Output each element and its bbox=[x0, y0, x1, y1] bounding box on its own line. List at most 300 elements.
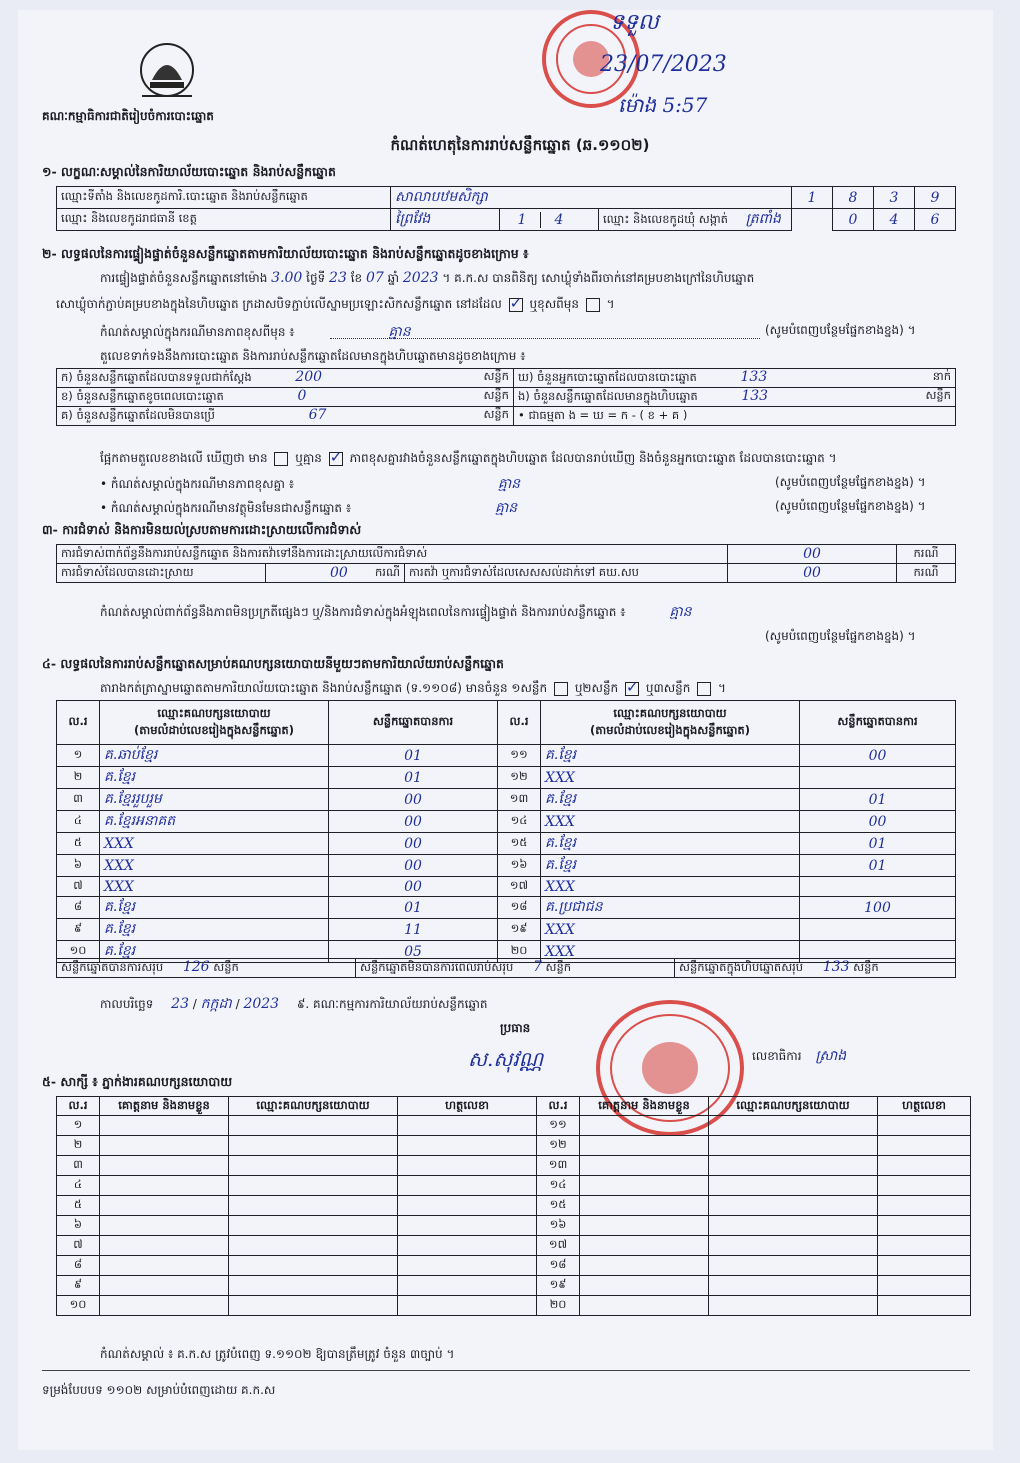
left-row-party: XXX bbox=[100, 833, 329, 855]
ko-label: គ) ចំនួនសន្លឹកឆ្នោតដែលមិនបានប្រើ bbox=[61, 408, 215, 422]
s1-row2-value2: ត្រពាំង bbox=[745, 211, 781, 227]
witness-field[interactable] bbox=[709, 1276, 878, 1296]
s1-row2-code-1: 1 bbox=[504, 212, 541, 228]
section4-heading: ៤- លទ្ធផលនៃការរាប់សន្លឹកឆ្នោតសម្រាប់គណបក្សនយោបាយនីមួយៗតាមការិយាល័យរាប់សន្លឹកឆ្នោត bbox=[42, 656, 504, 671]
witness-field[interactable] bbox=[580, 1136, 709, 1156]
s2-note2 bbox=[100, 474, 520, 495]
witness-field[interactable] bbox=[229, 1136, 398, 1156]
total-invalid-value: 7 bbox=[532, 959, 542, 975]
witness-field[interactable] bbox=[878, 1136, 971, 1156]
witness-field[interactable] bbox=[398, 1276, 537, 1296]
s1-row2-code2-1: 0 bbox=[833, 209, 874, 231]
results-totals bbox=[56, 958, 956, 978]
witness-field[interactable] bbox=[709, 1156, 878, 1176]
section1-table bbox=[56, 186, 956, 231]
footer-form-note: ទម្រង់បែបបទ ១១០២ សម្រាប់បំពេញដោយ គ.ក.ស bbox=[42, 1383, 276, 1397]
s1-row1-value: សាលាបឋមសិក្សា bbox=[391, 187, 792, 209]
s3-note-label: កំណត់សម្គាល់ពាក់ព័ន្ធនឹងភាពមិនប្រក្រតីផ្សេងៗ ឬ/និងការជំទាស់ក្នុងអំឡុងពេលនៃការផ្ទៀងផ្ទាត់ និងការរាប់សន្លឹកឆ្នោត ៖ bbox=[100, 605, 626, 619]
s1-row2-value: ព្រៃវែង bbox=[391, 209, 500, 231]
total-box-unit: សន្លឹក bbox=[853, 960, 879, 974]
left-row-party: គ.ខ្មែររួបរួម bbox=[100, 789, 329, 811]
s3-row1-label: ការជំទាស់ពាក់ព័ន្ធនឹងការរាប់សន្លឹកឆ្នោត និងការតវ៉ាទៅនឹងការដោះស្រាយលើការជំទាស់ bbox=[57, 545, 728, 564]
col-party-right bbox=[541, 701, 800, 745]
witness-field[interactable] bbox=[580, 1276, 709, 1296]
right-row-party: គ.ប្រជាជន bbox=[541, 897, 800, 919]
s2-note1-suffix: (សូមបំពេញបន្ថែមផ្នែកខាងខ្នង) ។ bbox=[765, 323, 916, 337]
witness-col-6: ឈ្មោះគណបក្សនយោបាយ bbox=[709, 1097, 878, 1116]
witness-field[interactable] bbox=[580, 1296, 709, 1316]
left-row-no: ៧ bbox=[57, 877, 100, 897]
left-row-votes: 01 bbox=[329, 897, 498, 919]
witness-no-left: ៧ bbox=[57, 1236, 100, 1256]
witness-no-left: ៥ bbox=[57, 1196, 100, 1216]
witness-field[interactable] bbox=[398, 1176, 537, 1196]
s4-intro-d: ។ bbox=[718, 681, 726, 695]
left-row-no: ៥ bbox=[57, 833, 100, 855]
s3-row1-unit: ករណី bbox=[897, 545, 956, 564]
s2-note2-value: គ្មាន bbox=[497, 476, 521, 492]
s4-secretary-label: លេខាធិការ bbox=[752, 1049, 802, 1063]
left-row-no: ៩ bbox=[57, 919, 100, 941]
witness-col-0: ល.រ bbox=[57, 1097, 100, 1116]
witness-field[interactable] bbox=[229, 1156, 398, 1176]
left-row-votes: 01 bbox=[329, 745, 498, 767]
witness-no-right: ១៦ bbox=[537, 1216, 580, 1236]
witness-field[interactable] bbox=[398, 1236, 537, 1256]
kho-value: 133 bbox=[740, 369, 768, 385]
right-row-no: ១១ bbox=[498, 745, 541, 767]
col-party-left bbox=[100, 701, 329, 745]
s2-figures-table bbox=[56, 368, 956, 426]
s2-p4-b: ឬគ្មាន bbox=[295, 451, 322, 465]
ko-value: 67 bbox=[308, 407, 327, 423]
s1-row1-label: ឈ្មោះទីតាំង និងលេខកូដការិ.បោះឆ្នោត និងរាប់សន្លឹកឆ្នោត bbox=[57, 187, 391, 209]
s1-row2-spacer bbox=[792, 209, 833, 231]
s2-p2-a: សោឃ្លុំចាក់ភ្ជាប់គម្របខាងក្នុងនៃហិបឆ្នោត ក្រដាសបិទភ្ជាប់លើស្នាមប្រឡោះសិកសន្លឹកឆ្នោត នៅដដែល bbox=[56, 297, 502, 311]
witness-field[interactable] bbox=[709, 1296, 878, 1316]
witness-no-left: ៤ bbox=[57, 1176, 100, 1196]
s2-note1-value: គ្មាន bbox=[388, 324, 411, 340]
kha-label: ខ) ចំនួនសន្លឹកឆ្នោតខូចពេលបោះឆ្នោត bbox=[61, 389, 224, 403]
left-row-party: គ.ឆាប់ខ្មែរ bbox=[100, 745, 329, 767]
witness-no-right: ១២ bbox=[537, 1136, 580, 1156]
witness-field[interactable] bbox=[398, 1156, 537, 1176]
s3-row2-value2: 00 bbox=[728, 564, 897, 583]
one-sheet-checkbox[interactable] bbox=[554, 682, 568, 696]
witness-col-7: ហត្ថលេខា bbox=[878, 1097, 971, 1116]
witness-field[interactable] bbox=[580, 1116, 709, 1136]
formula: • ជាធម្មតា ង = ឃ = ក - ( ខ + គ ) bbox=[514, 407, 956, 426]
s3-note-value: គ្មាន bbox=[669, 604, 692, 620]
right-row-votes bbox=[800, 767, 956, 789]
left-row-no: ៦ bbox=[57, 855, 100, 877]
right-row-votes bbox=[800, 877, 956, 897]
s2-month-value: 07 bbox=[365, 270, 384, 286]
section3-table bbox=[56, 544, 956, 583]
left-row-votes: 11 bbox=[329, 919, 498, 941]
witness-field[interactable] bbox=[878, 1296, 971, 1316]
footer-divider bbox=[42, 1370, 970, 1371]
witness-col-1: គោត្តនាម និងនាមខ្លួន bbox=[100, 1097, 229, 1116]
witness-field[interactable] bbox=[580, 1176, 709, 1196]
s3-row2-value-cell bbox=[266, 564, 405, 583]
three-sheets-checkbox[interactable] bbox=[697, 682, 711, 696]
s2-p2-c: ។ bbox=[606, 297, 615, 311]
right-row-votes: 01 bbox=[800, 855, 956, 877]
col-no-right: ល.រ bbox=[498, 701, 541, 745]
left-row-no: ៣ bbox=[57, 789, 100, 811]
total-box-label: សន្លឹកឆ្នោតក្នុងហិបឆ្នោតសរុប bbox=[679, 960, 804, 974]
s2-note1 bbox=[100, 322, 411, 343]
organization-name: គណៈកម្មាធិការជាតិរៀបចំការបោះឆ្នោត bbox=[42, 109, 214, 123]
s1-row1-code-3: 3 bbox=[874, 187, 915, 209]
section2-heading: ២- លទ្ធផលនៃការផ្ទៀងផ្ទាត់ចំនួនសន្លឹកឆ្នោតតាមការិយាល័យបោះឆ្នោត និងរាប់សន្លឹកឆ្នោតដូចខាងក្រោម ៖ bbox=[42, 246, 529, 261]
right-row-votes: 00 bbox=[800, 811, 956, 833]
witness-field[interactable] bbox=[709, 1196, 878, 1216]
ng-value: 133 bbox=[741, 388, 769, 404]
ng-unit: សន្លឹក bbox=[925, 388, 951, 402]
witness-field[interactable] bbox=[398, 1196, 537, 1216]
right-row-party: XXX bbox=[541, 877, 800, 897]
s4-intro-b: ឬ២សន្លឹក bbox=[574, 681, 619, 695]
results-row bbox=[57, 855, 956, 877]
right-row-votes bbox=[800, 919, 956, 941]
s2-note2-label: • កំណត់សម្គាល់ក្នុងករណីមានភាពខុសគ្នា ៖ bbox=[100, 477, 295, 491]
s2-note1-dotline bbox=[330, 338, 760, 339]
s1-row2-label2: ឈ្មោះ និងលេខកូដឃុំ សង្កាត់ bbox=[603, 212, 728, 226]
witness-col-4: ល.រ bbox=[537, 1097, 580, 1116]
witness-field[interactable] bbox=[398, 1296, 537, 1316]
witness-field[interactable] bbox=[709, 1236, 878, 1256]
kho-unit: នាក់ bbox=[932, 369, 951, 383]
left-row-party: គ.ខ្មែរអនាគត bbox=[100, 811, 329, 833]
ka-value: 200 bbox=[295, 369, 323, 385]
witness-field[interactable] bbox=[229, 1256, 398, 1276]
right-row-party: XXX bbox=[541, 767, 800, 789]
ng-label: ង) ចំនួនសន្លឹកឆ្នោតដែលមានក្នុងហិបឆ្នោត bbox=[518, 389, 698, 403]
witness-field[interactable] bbox=[709, 1176, 878, 1196]
witness-row bbox=[57, 1216, 971, 1236]
witness-no-left: ៣ bbox=[57, 1156, 100, 1176]
s4-date-year: 2023 bbox=[243, 996, 280, 1012]
right-row-party: XXX bbox=[541, 919, 800, 941]
right-row-no: ១៣ bbox=[498, 789, 541, 811]
total-box-value: 133 bbox=[822, 959, 850, 975]
s1-row2-label: ឈ្មោះ និងលេខកូដរាជធានី ខេត្ត bbox=[57, 209, 391, 231]
witness-field[interactable] bbox=[100, 1156, 229, 1176]
witness-table bbox=[56, 1096, 971, 1316]
witness-field[interactable] bbox=[100, 1216, 229, 1236]
witness-field[interactable] bbox=[229, 1236, 398, 1256]
witness-field[interactable] bbox=[229, 1276, 398, 1296]
right-row-no: ១៧ bbox=[498, 877, 541, 897]
chair-signature: ស.សុវណ្ណ bbox=[468, 1047, 544, 1071]
col-votes-right: សន្លឹកឆ្នោតបានការ bbox=[800, 701, 956, 745]
s1-row2-code2-2: 4 bbox=[874, 209, 915, 231]
witness-field[interactable] bbox=[229, 1176, 398, 1196]
election-committee-emblem-icon bbox=[132, 40, 202, 106]
total-invalid-unit: សន្លឹក bbox=[545, 960, 572, 974]
witness-field[interactable] bbox=[878, 1196, 971, 1216]
right-row-votes: 100 bbox=[800, 897, 956, 919]
witness-no-left: ៩ bbox=[57, 1276, 100, 1296]
witness-no-right: ១៧ bbox=[537, 1236, 580, 1256]
s3-row2-unit2: ករណី bbox=[897, 564, 956, 583]
witness-col-3: ហត្ថលេខា bbox=[398, 1097, 537, 1116]
s2-p1-a: ការផ្ទៀងផ្ទាត់ចំនួនសន្លឹកឆ្នោតនៅម៉ោង bbox=[100, 271, 268, 285]
left-row-party: គ.ខ្មែរ bbox=[100, 897, 329, 919]
right-row-no: ២០ bbox=[498, 941, 541, 963]
s1-row2-code-2: 4 bbox=[554, 211, 564, 228]
witness-no-right: ១៨ bbox=[537, 1256, 580, 1276]
witness-field[interactable] bbox=[709, 1136, 878, 1156]
s2-paragraph1 bbox=[100, 270, 754, 288]
s2-p1-c: ខែ bbox=[350, 271, 363, 285]
left-row-votes: 00 bbox=[329, 877, 498, 897]
receipt-note-line1: ទទួល bbox=[610, 10, 659, 35]
witness-col-2: ឈ្មោះគណបក្សនយោបាយ bbox=[229, 1097, 398, 1116]
s2-paragraph2 bbox=[56, 296, 615, 314]
left-row-party: គ.ខ្មែរ bbox=[100, 919, 329, 941]
witness-no-left: ៨ bbox=[57, 1256, 100, 1276]
s2-note3-label: • កំណត់សម្គាល់ក្នុងករណីមានវត្ថុមិនមែនជាសន្លឹកឆ្នោត ៖ bbox=[100, 501, 352, 515]
right-row-party: XXX bbox=[541, 811, 800, 833]
total-valid-value: 126 bbox=[182, 959, 210, 975]
left-row-votes: 00 bbox=[329, 789, 498, 811]
col-no-left: ល.រ bbox=[57, 701, 100, 745]
s1-row2-codes bbox=[500, 209, 599, 231]
witness-body bbox=[57, 1116, 971, 1316]
witness-field[interactable] bbox=[229, 1296, 398, 1316]
receipt-note-date: 23/07/2023 bbox=[600, 52, 727, 77]
results-body bbox=[57, 745, 956, 963]
s2-p4-a: ផ្អែកតាមតួលេខខាងលើ ឃើញថា មាន bbox=[100, 451, 268, 465]
s2-note3 bbox=[100, 498, 517, 519]
witness-field[interactable] bbox=[100, 1236, 229, 1256]
witness-field[interactable] bbox=[878, 1216, 971, 1236]
section5-heading: ៥- សាក្សី ៖ ភ្នាក់ងារគណបក្សនយោបាយ bbox=[42, 1074, 233, 1089]
left-row-no: ៤ bbox=[57, 811, 100, 833]
s1-row1-code-2: 8 bbox=[833, 187, 874, 209]
s4-date-day: 23 bbox=[171, 996, 189, 1012]
witness-no-right: ១១ bbox=[537, 1116, 580, 1136]
col-party-right-2: (តាមលំដាប់លេខរៀងក្នុងសន្លឹកឆ្នោត) bbox=[590, 722, 750, 737]
left-row-votes: 01 bbox=[329, 767, 498, 789]
left-row-no: ១០ bbox=[57, 941, 100, 963]
witness-field[interactable] bbox=[709, 1216, 878, 1236]
different-checkbox[interactable] bbox=[586, 298, 600, 312]
witness-field[interactable] bbox=[580, 1196, 709, 1216]
s2-p1-e: ។ គ.ក.ស បានពិនិត្យ សោឃ្លុំទាំងពីរចាក់នៅគម្របខាងក្រៅនៃហិបឆ្នោត bbox=[442, 271, 755, 285]
witness-no-right: ១៥ bbox=[537, 1196, 580, 1216]
witness-field[interactable] bbox=[398, 1256, 537, 1276]
s3-row2-label: ការជំទាស់ដែលបានដោះស្រាយ bbox=[57, 564, 266, 583]
section3-heading: ៣- ការជំទាស់ និងការមិនយល់ស្របតាមការដោះស្រាយលើការជំទាស់ bbox=[42, 522, 362, 537]
right-row-no: ១៥ bbox=[498, 833, 541, 855]
witness-no-left: ១ bbox=[57, 1116, 100, 1136]
witness-field[interactable] bbox=[878, 1256, 971, 1276]
s2-p1-b: ថ្ងៃទី bbox=[306, 271, 326, 285]
s2-p4-c: ភាពខុសគ្នារវាងចំនួនសន្លឹកឆ្នោតក្នុងហិបឆ្នោត ដែលបានរាប់ឃើញ និងចំនួនអ្នកបោះឆ្នោត ដែលបានបោះឆ្នោត ។ bbox=[349, 451, 837, 465]
two-sheets-checkbox[interactable] bbox=[625, 682, 639, 696]
right-row-votes: 01 bbox=[800, 789, 956, 811]
results-row bbox=[57, 811, 956, 833]
s1-row2-code2-3: 6 bbox=[915, 209, 956, 231]
results-row bbox=[57, 919, 956, 941]
s4-committee-label: ៩. គណៈកម្មការការិយាល័យរាប់សន្លឹកឆ្នោត bbox=[296, 997, 488, 1011]
has-difference-checkbox[interactable] bbox=[274, 452, 288, 466]
s2-note3-suffix: (សូមបំពេញបន្ថែមផ្នែកខាងខ្នង) ។ bbox=[775, 499, 926, 513]
section1-heading: ១- លក្ខណៈសម្គាល់នៃការិយាល័យបោះឆ្នោត និងរាប់សន្លឹកឆ្នោត bbox=[42, 164, 336, 179]
right-row-no: ១៨ bbox=[498, 897, 541, 919]
ko-unit: សន្លឹក bbox=[483, 407, 509, 421]
witness-row bbox=[57, 1296, 971, 1316]
witness-field[interactable] bbox=[100, 1176, 229, 1196]
witness-field[interactable] bbox=[878, 1156, 971, 1176]
witness-field[interactable] bbox=[100, 1296, 229, 1316]
col-party-left-1: ឈ្មោះគណបក្សនយោបាយ bbox=[157, 705, 271, 720]
left-row-party: គ.ខ្មែរ bbox=[100, 941, 329, 963]
witness-field[interactable] bbox=[398, 1216, 537, 1236]
left-row-no: ១ bbox=[57, 745, 100, 767]
right-row-votes: 00 bbox=[800, 745, 956, 767]
witness-field[interactable] bbox=[100, 1136, 229, 1156]
witness-field[interactable] bbox=[580, 1256, 709, 1276]
same-as-before-checkbox[interactable] bbox=[509, 298, 523, 312]
s1-row1-code-4: 9 bbox=[915, 187, 956, 209]
s2-note3-value: គ្មាន bbox=[494, 500, 518, 516]
witness-field[interactable] bbox=[580, 1216, 709, 1236]
witness-field[interactable] bbox=[878, 1176, 971, 1196]
witness-field[interactable] bbox=[229, 1116, 398, 1136]
s4-intro bbox=[100, 680, 726, 698]
results-row bbox=[57, 877, 956, 897]
total-valid-label: សន្លឹកឆ្នោតបានការសរុប bbox=[61, 960, 164, 974]
witness-field[interactable] bbox=[580, 1156, 709, 1176]
right-row-party: គ.ខ្មែរ bbox=[541, 855, 800, 877]
witness-field[interactable] bbox=[580, 1236, 709, 1256]
no-difference-checkbox[interactable] bbox=[329, 452, 343, 466]
s4-date-month: កក្កដា bbox=[200, 996, 232, 1012]
witness-row bbox=[57, 1276, 971, 1296]
col-party-left-2: (តាមលំដាប់លេខរៀងក្នុងសន្លឹកឆ្នោត) bbox=[134, 722, 294, 737]
witness-field[interactable] bbox=[229, 1196, 398, 1216]
right-row-no: ១៩ bbox=[498, 919, 541, 941]
left-row-votes: 05 bbox=[329, 941, 498, 963]
witness-field[interactable] bbox=[229, 1216, 398, 1236]
witness-row bbox=[57, 1116, 971, 1136]
results-table bbox=[56, 700, 956, 963]
s3-row1-value: 00 bbox=[728, 545, 897, 564]
witness-row bbox=[57, 1156, 971, 1176]
col-votes-left: សន្លឹកឆ្នោតបានការ bbox=[329, 701, 498, 745]
s2-paragraph4 bbox=[100, 450, 837, 468]
witness-field[interactable] bbox=[878, 1116, 971, 1136]
ka-label: ក) ចំនួនសន្លឹកឆ្នោតដែលបានទទួលជាក់ស្តែង bbox=[61, 370, 252, 384]
s4-date-prefix: កាលបរិច្ឆេទ bbox=[100, 997, 154, 1011]
witness-no-left: ១០ bbox=[57, 1296, 100, 1316]
s5-footnote: កំណត់សម្គាល់ ៖ គ.ក.ស ត្រូវបំពេញ ទ.១១០២ ឱ្យបានត្រឹមត្រូវ ចំនួន ៣ច្បាប់ ។ bbox=[100, 1347, 455, 1361]
s2-day-value: 23 bbox=[329, 270, 347, 286]
witness-no-right: ១៩ bbox=[537, 1276, 580, 1296]
left-row-no: ២ bbox=[57, 767, 100, 789]
s4-date-line: កាលបរិច្ឆេទ 23 / កក្កដា / 2023 ៩. គណៈកម្មការការិយាល័យរាប់សន្លឹកឆ្នោត bbox=[100, 996, 488, 1012]
left-row-votes: 00 bbox=[329, 811, 498, 833]
s2-note2-suffix: (សូមបំពេញបន្ថែមផ្នែកខាងខ្នង) ។ bbox=[775, 475, 926, 489]
kha-unit: សន្លឹក bbox=[483, 388, 509, 402]
total-valid-unit: សន្លឹក bbox=[213, 960, 239, 974]
results-row bbox=[57, 897, 956, 919]
witness-no-left: ២ bbox=[57, 1136, 100, 1156]
witness-row bbox=[57, 1176, 971, 1196]
witness-row bbox=[57, 1136, 971, 1156]
witness-field[interactable] bbox=[878, 1276, 971, 1296]
left-row-votes: 00 bbox=[329, 833, 498, 855]
s2-year-value: 2023 bbox=[402, 270, 439, 286]
s4-intro-c: ឬ៣សន្លឹក bbox=[645, 681, 691, 695]
col-party-right-1: ឈ្មោះគណបក្សនយោបាយ bbox=[613, 705, 727, 720]
witness-field[interactable] bbox=[398, 1136, 537, 1156]
results-row bbox=[57, 767, 956, 789]
witness-field[interactable] bbox=[100, 1196, 229, 1216]
s1-row2-commune bbox=[599, 209, 792, 231]
ka-unit: សន្លឹក bbox=[483, 369, 509, 383]
s2-paragraph3: តួលេខទាក់ទងនឹងការបោះឆ្នោត និងការរាប់សន្លឹកឆ្នោតដែលមានក្នុងហិបឆ្នោតមានដូចខាងក្រោម ៖ bbox=[100, 349, 526, 363]
right-row-party: គ.ខ្មែរ bbox=[541, 789, 800, 811]
receipt-note-time: ម៉ោង 5:57 bbox=[618, 93, 708, 117]
results-row bbox=[57, 833, 956, 855]
witness-field[interactable] bbox=[878, 1236, 971, 1256]
right-row-party: គ.ខ្មែរ bbox=[541, 745, 800, 767]
left-row-party: XXX bbox=[100, 855, 329, 877]
witness-field[interactable] bbox=[709, 1116, 878, 1136]
witness-field[interactable] bbox=[100, 1116, 229, 1136]
witness-field[interactable] bbox=[100, 1256, 229, 1276]
s2-p2-b: ឬខុសពីមុន bbox=[529, 297, 579, 311]
s4-secretary bbox=[752, 1046, 846, 1067]
s4-secretary-name: ស្រាង bbox=[815, 1048, 847, 1064]
s4-intro-a: តារាងកត់ត្រាស្នាមឆ្នោតតាមការិយាល័យបោះឆ្នោត និងរាប់សន្លឹកឆ្នោត (ទ.១១០៨) មានចំនួន ១សន្លឹក bbox=[100, 681, 548, 695]
right-row-party: គ.ខ្មែរ bbox=[541, 833, 800, 855]
witness-col-5: គោត្តនាម និងនាមខ្លួន bbox=[580, 1097, 709, 1116]
witness-field[interactable] bbox=[398, 1116, 537, 1136]
witness-field[interactable] bbox=[100, 1276, 229, 1296]
right-row-no: ១២ bbox=[498, 767, 541, 789]
right-row-no: ១៤ bbox=[498, 811, 541, 833]
kho-label: ឃ) ចំនួនអ្នកបោះឆ្នោតដែលបានបោះឆ្នោត bbox=[518, 370, 697, 384]
witness-row bbox=[57, 1196, 971, 1216]
s3-row2-label2: ការតវ៉ា ឬការជំទាស់ដែលសេសសល់ដាក់ទៅ គឃ.សប bbox=[405, 564, 728, 583]
left-row-party: XXX bbox=[100, 877, 329, 897]
witness-row bbox=[57, 1236, 971, 1256]
s1-row1-code-1: 1 bbox=[792, 187, 833, 209]
s2-note1-label: កំណត់សម្គាល់ក្នុងករណីមានភាពខុសពីមុន ៖ bbox=[100, 325, 295, 339]
right-row-no: ១៦ bbox=[498, 855, 541, 877]
s4-chair-label: ប្រធាន bbox=[500, 1021, 531, 1035]
results-row bbox=[57, 745, 956, 767]
results-row bbox=[57, 789, 956, 811]
s2-p1-d: ឆ្នាំ bbox=[387, 271, 400, 285]
witness-header-row bbox=[57, 1097, 971, 1116]
witness-no-left: ៦ bbox=[57, 1216, 100, 1236]
s3-note bbox=[100, 602, 692, 623]
witness-no-right: ១៤ bbox=[537, 1176, 580, 1196]
s3-note-suffix: (សូមបំពេញបន្ថែមផ្នែកខាងខ្នង) ។ bbox=[765, 629, 916, 643]
witness-no-right: ២០ bbox=[537, 1296, 580, 1316]
witness-field[interactable] bbox=[709, 1256, 878, 1276]
document-title: កំណត់ហេតុនៃការរាប់សន្លឹកឆ្នោត (ឆ.១១០២) bbox=[390, 136, 650, 154]
right-row-party: XXX bbox=[541, 941, 800, 963]
